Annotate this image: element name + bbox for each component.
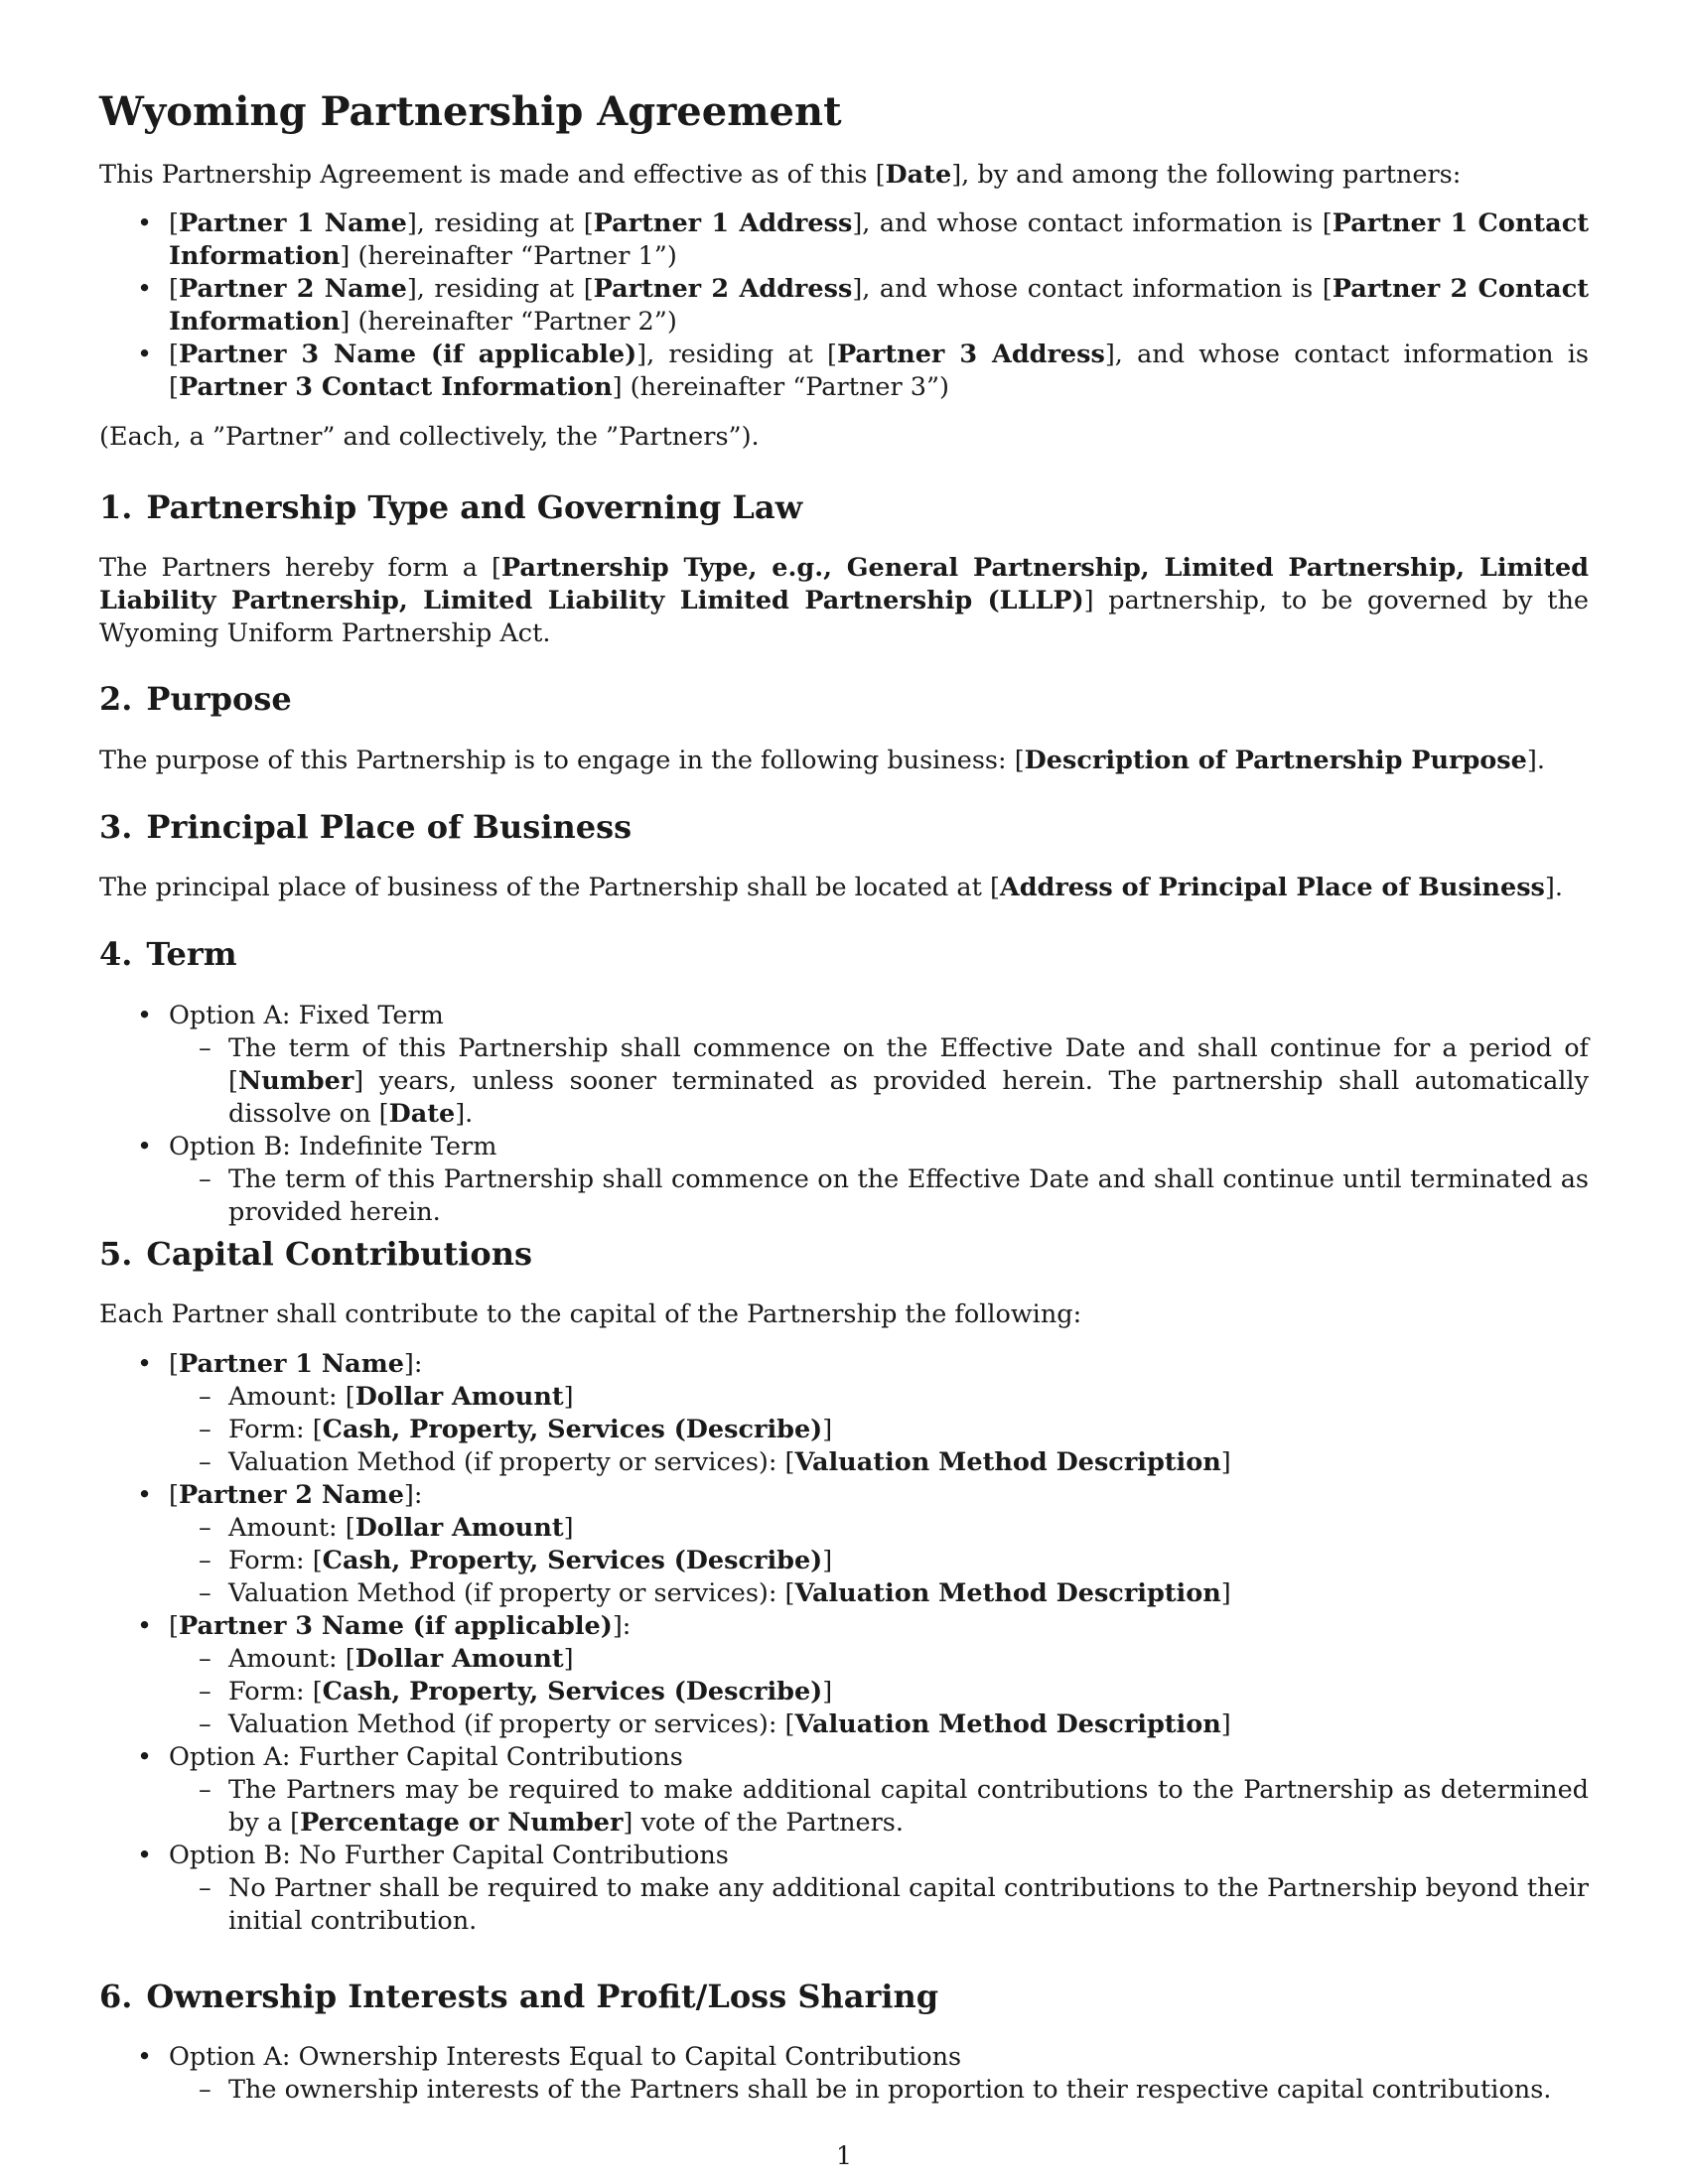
term-options-list (99, 1000, 1589, 1229)
section-6-heading: 6. Ownership Interests and Profit/Loss Sharing (99, 1978, 939, 2015)
contribution-amount: – Amount: [Dollar Amount] (99, 1381, 1589, 1414)
contribution-valuation: – Valuation Method (if property or services): [Valuation Method Description] (99, 1446, 1589, 1479)
partner-item: • [Partner 2 Name], residing at [Partner 2 Address], and whose contact information is [Partner 2 Contact Information] (hereinafter “Partner 2”) (99, 273, 1589, 339)
capital-contributions-list (99, 1348, 1589, 1938)
document-title: Wyoming Partnership Agreement (99, 88, 842, 135)
contribution-form: – Form: [Cash, Property, Services (Describe)] (99, 1676, 1589, 1708)
section-4-heading: 4. Term (99, 935, 237, 973)
contribution-amount: – Amount: [Dollar Amount] (99, 1512, 1589, 1545)
contribution-partner: • [Partner 1 Name]: (99, 1348, 1589, 1381)
contribution-form: – Form: [Cash, Property, Services (Describe)] (99, 1414, 1589, 1446)
section-2-heading: 2. Purpose (99, 680, 292, 718)
term-option-a: • Option A: Fixed Term (99, 1000, 1589, 1032)
term-option-a-detail: – The term of this Partnership shall commence on the Effective Date and shall continue for a period of [Number] years, unless sooner terminated as provided herein. The partnership shall automatically dissolve on [Date]. (99, 1032, 1589, 1131)
section-3-heading: 3. Principal Place of Business (99, 808, 633, 846)
each-partner-note: (Each, a ”Partner” and collectively, the ”Partners”). (99, 422, 760, 452)
capital-option-b-detail: – No Partner shall be required to make any additional capital contributions to the Partnership beyond their initial contribution. (99, 1872, 1589, 1938)
contribution-partner: • [Partner 2 Name]: (99, 1479, 1589, 1512)
section-3-text: The principal place of business of the Partnership shall be located at [Address of Principal Place of Business]. (99, 873, 1563, 902)
document-page (99, 0, 1589, 2184)
capital-option-b: • Option B: No Further Capital Contributions (99, 1840, 1589, 1872)
partner-list (99, 207, 1589, 404)
term-option-b: • Option B: Indefinite Term (99, 1131, 1589, 1163)
section-1-text: The Partners hereby form a [Partnership Type, e.g., General Partnership, Limited Partnership, Limited Liability Partnership, Limited Liability Limited Partnership (LLLP)] partnership, to be governed by the Wyoming Uniform Partnership Act. (99, 553, 1590, 648)
contribution-valuation: – Valuation Method (if property or services): [Valuation Method Description] (99, 1577, 1589, 1610)
capital-option-a-detail: – The Partners may be required to make additional capital contributions to the Partnership as determined by a [Percentage or Number] vote of the Partners. (99, 1774, 1589, 1840)
contribution-partner: • [Partner 3 Name (if applicable)]: (99, 1610, 1589, 1643)
partner-item: • [Partner 1 Name], residing at [Partner 1 Address], and whose contact information is [Partner 1 Contact Information] (hereinafter “Partner 1”) (99, 207, 1589, 273)
ownership-options-list (99, 2041, 1589, 2107)
ownership-option-a-detail: – The ownership interests of the Partners shall be in proportion to their respective capital contributions. (99, 2074, 1589, 2107)
contribution-form: – Form: [Cash, Property, Services (Describe)] (99, 1545, 1589, 1577)
contribution-valuation: – Valuation Method (if property or services): [Valuation Method Description] (99, 1708, 1589, 1741)
section-5-heading: 5. Capital Contributions (99, 1235, 533, 1273)
ownership-option-a: • Option A: Ownership Interests Equal to Capital Contributions (99, 2041, 1589, 2074)
capital-option-a: • Option A: Further Capital Contributions (99, 1741, 1589, 1774)
partner-item: • [Partner 3 Name (if applicable)], residing at [Partner 3 Address], and whose contact information is [Partner 3 Contact Information] (hereinafter “Partner 3”) (99, 339, 1589, 404)
contribution-amount: – Amount: [Dollar Amount] (99, 1643, 1589, 1676)
section-5-intro: Each Partner shall contribute to the capital of the Partnership the following: (99, 1299, 1082, 1329)
section-2-text: The purpose of this Partnership is to engage in the following business: [Description of Partnership Purpose]. (99, 746, 1545, 775)
page-number: 1 (835, 2141, 853, 2171)
intro-paragraph: This Partnership Agreement is made and effective as of this [Date], by and among the following partners: (99, 160, 1462, 190)
section-1-heading: 1. Partnership Type and Governing Law (99, 488, 803, 526)
term-option-b-detail: – The term of this Partnership shall commence on the Effective Date and shall continue until terminated as provided herein. (99, 1163, 1589, 1229)
